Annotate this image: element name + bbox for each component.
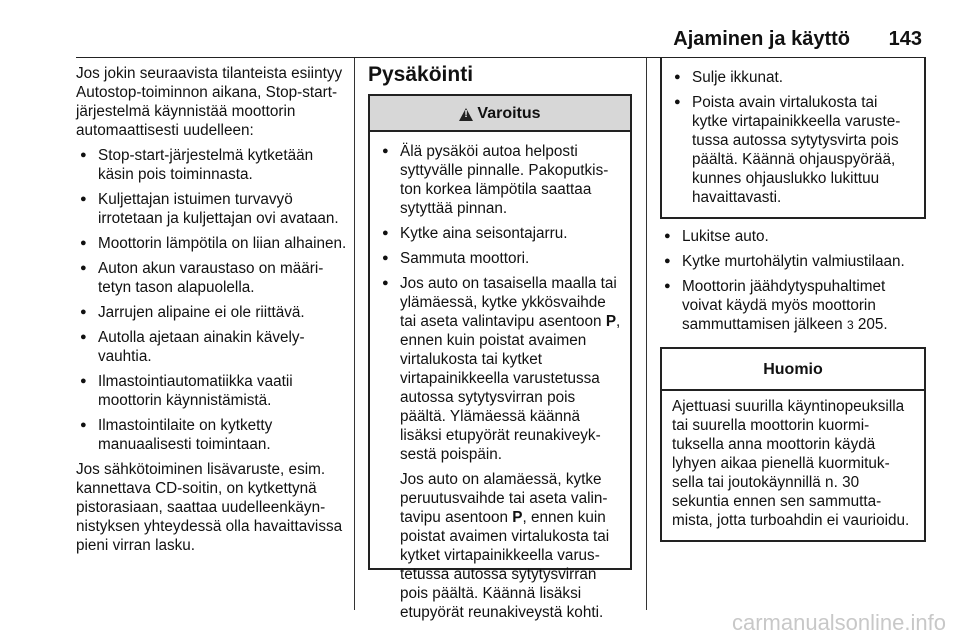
warning-box-continued	[660, 58, 926, 219]
page-header	[0, 0, 960, 60]
note-text: Ajettuasi suurilla käyntinopeuksilla tai suurella moottorin kuormituksella anna moottorin käydä lyhyen aikaa pienellä kuormituksella tai joutokäynnillä n. 30 sekuntia ennen sen sammuttamista, jotta turboahdin ei vaurioidu.	[672, 398, 910, 529]
column-autostop	[76, 64, 348, 555]
list-item	[660, 277, 926, 335]
list-item	[378, 274, 622, 622]
section-heading-parking: Pysäköinti	[368, 63, 474, 86]
autostop-restart-list	[76, 146, 348, 454]
column-parking-continued	[660, 58, 926, 542]
list-item: ● Kuljettajan istuimen turvavyö irrotetaan ja kuljettajan ovi avataan.	[76, 190, 348, 228]
list-item: ● Jarrujen alipaine ei ole riittävä.	[76, 303, 348, 322]
text-segment: Jos auto on tasaisella maalla tai ylämäessä, kytke ykkösvaihde tai aseta valintavipu asentoon	[400, 275, 617, 330]
warning-title: Varoitus	[477, 104, 541, 122]
warning-continued-list	[670, 68, 916, 207]
list-item: ● Stop-start-järjestelmä kytketään käsin pois toiminnasta.	[76, 146, 348, 184]
warning-box-header	[370, 96, 630, 132]
parking-steps-list	[660, 227, 926, 335]
list-item: ● Sammuta moottori.	[378, 249, 622, 268]
column-parking	[368, 60, 632, 621]
page-reference[interactable]: 205.	[853, 316, 888, 333]
column-divider-left	[354, 58, 355, 610]
list-item: ● Kytke murtohälytin valmiustilaan.	[660, 252, 926, 271]
note-title: Huomio	[763, 360, 823, 378]
text-segment: Moottorin jäähdytyspuhaltimet voivat käydä myös moottorin sammuttamisen jälkeen	[682, 278, 886, 333]
note-box-body	[662, 391, 924, 540]
parking-warning-list	[378, 142, 622, 622]
warning-triangle-icon	[459, 108, 473, 121]
list-item: ● Poista avain virtalukosta tai kytke virtapainikkeella varustetussa autossa sytytysvirta pois päältä. Käännä ohjauspyörää, kunnes ohjauslukko lukittuu havaittavasti.	[670, 93, 916, 207]
list-item: ● Älä pysäköi autoa helposti syttyvälle pinnalle. Pakoputkiston korkea lämpötila saattaa sytyttää pinnan.	[378, 142, 622, 218]
note-box-header	[662, 349, 924, 391]
page-number: 143	[888, 28, 922, 50]
autostop-intro: Jos jokin seuraavista tilanteista esiintyy Autostop-toiminnon aikana, Stop-start-järjestelmä käynnistää moottorin automaattisesti uudelleen:	[76, 65, 343, 139]
warning-box	[368, 94, 632, 621]
list-item: ● Sulje ikkunat.	[670, 68, 916, 87]
chapter-title: Ajaminen ja käyttö	[673, 28, 850, 50]
list-item: ● Kytke aina seisontajarru.	[378, 224, 622, 243]
text-segment: , ennen kuin poistat avaimen virtalukosta tai kytket virtapainikkeella varustetussa autossa sytytysvirran pois päältä. Ylämäessä käännä lisäksi etupyörät reunakiveyksestä poispäin.	[400, 313, 621, 463]
watermark: carmanualsonline.info	[731, 610, 946, 635]
list-item: ● Lukitse auto.	[660, 227, 926, 246]
column-divider-right	[646, 58, 647, 610]
list-item: ● Ilmastointiautomatiikka vaatii moottorin käynnistämistä.	[76, 372, 348, 410]
list-item: ● Autolla ajetaan ainakin kävelyvauhtia.	[76, 328, 348, 366]
note-box	[660, 347, 926, 542]
list-item: ● Auton akun varaustaso on määritetyn tason alapuolella.	[76, 259, 348, 297]
text-segment: , ennen kuin poistat avaimen virtalukosta tai kytket virtapainikkeella varustetussa autossa sytytysvirran pois päältä. Käännä lisäksi etupyörät reunakiveystä kohti.	[400, 509, 610, 621]
text-segment: Jos auto on alamäessä, kytke peruutusvaihde tai aseta valintavipu asentoon	[400, 471, 608, 526]
list-item: ● Ilmastointilaite on kytketty manuaalisesti toimintaan.	[76, 416, 348, 454]
gear-position-label: P	[605, 313, 617, 330]
page-reference-icon: 3	[846, 318, 854, 332]
gear-position-label: P	[512, 509, 523, 526]
warning-box-body	[370, 132, 630, 630]
autostop-outro: Jos sähkötoiminen lisävaruste, esim. kannettava CD-soitin, on kytkettynä pistorasiaan, saattaa uudelleenkäynnistyksen yhteydessä olla havaittavissa pieni virran lasku.	[76, 461, 343, 554]
downhill-paragraph	[400, 470, 622, 622]
list-item: ● Moottorin lämpötila on liian alhainen.	[76, 234, 348, 253]
